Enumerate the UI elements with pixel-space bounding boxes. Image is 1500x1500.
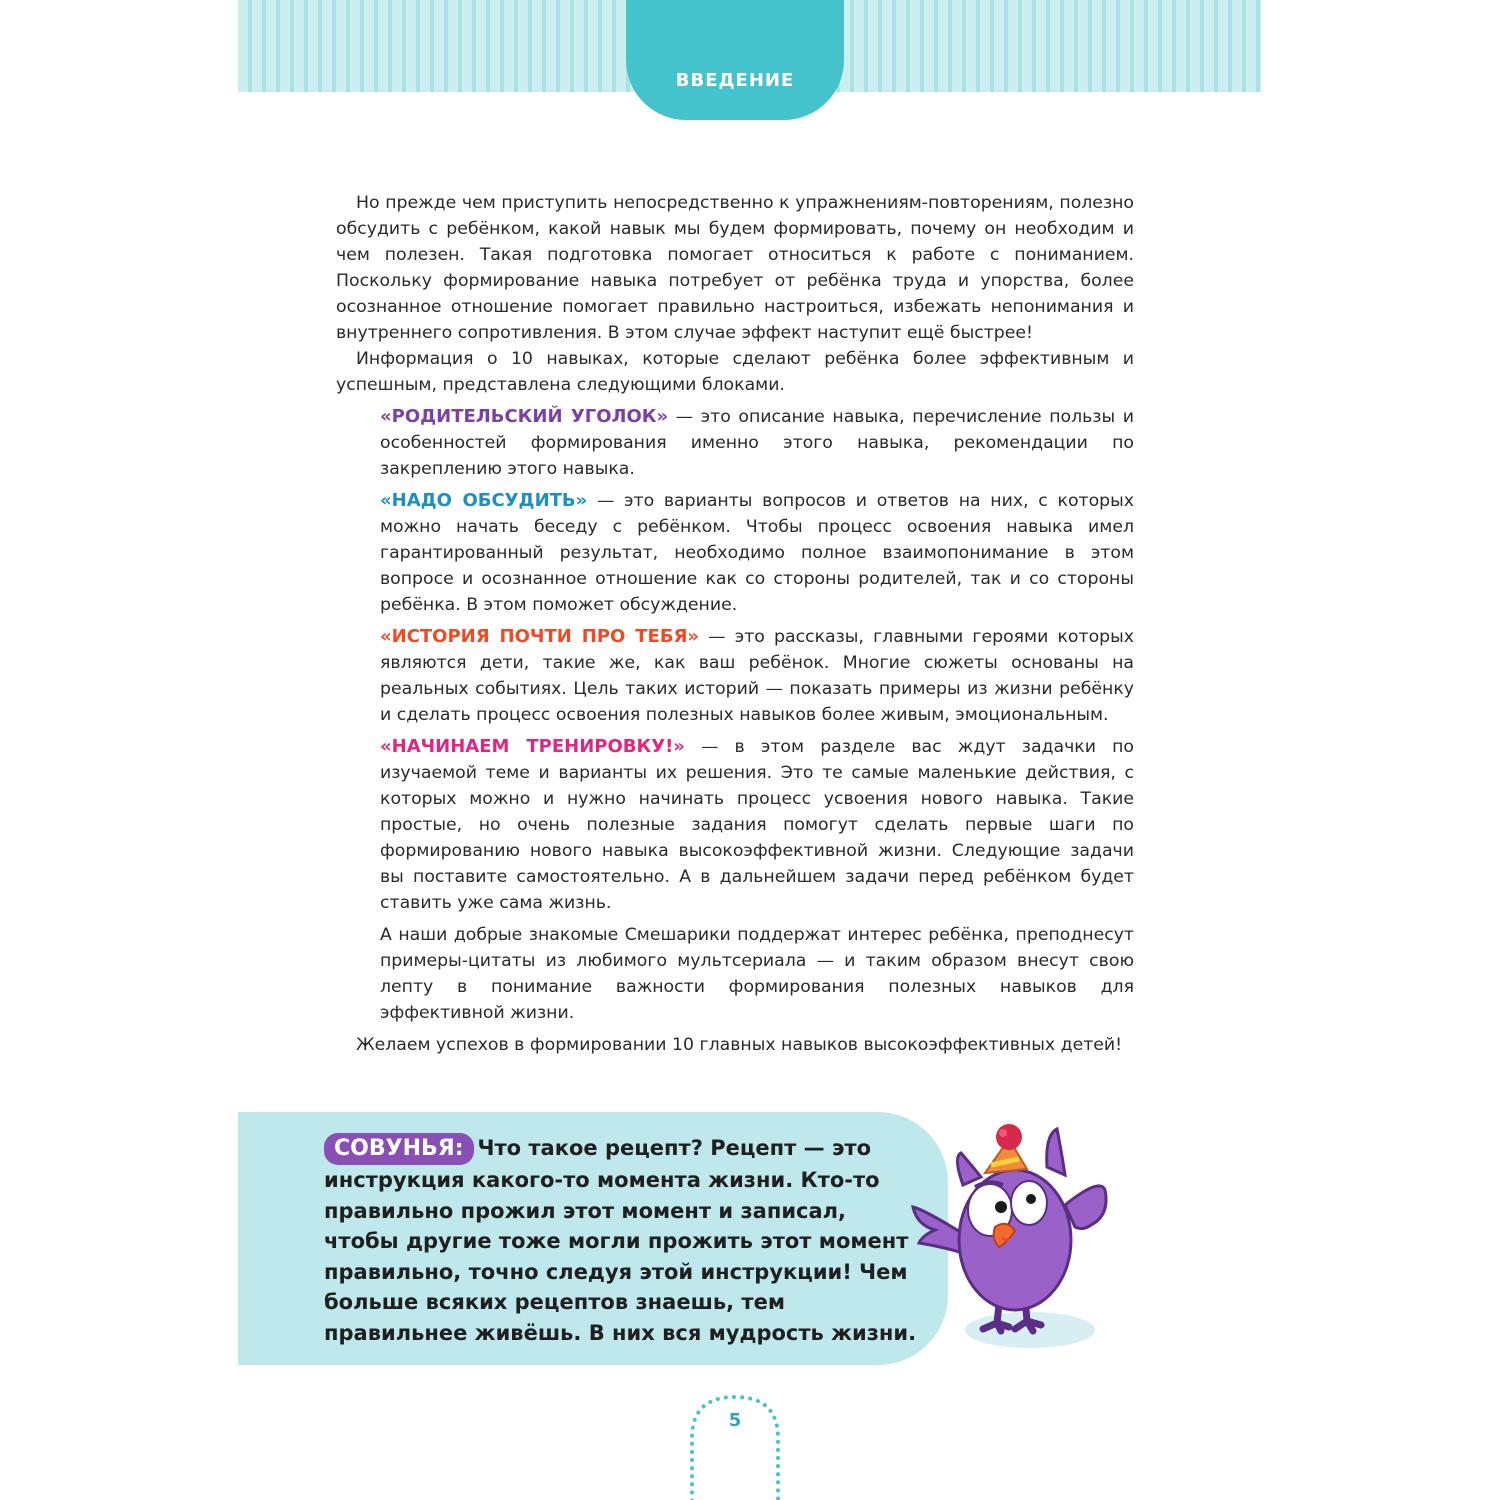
block-description: — в этом разделе вас ждут задачки по изучаемой теме и варианты их решения. Это те самые маленькие действия, с которых можно и нужно начинать процесс усвоения нового навыка. Такие простые, но очень полезные задания помогут сделать первые шаги по формированию нового навыка высокоэффективной жизни. Следующие задачи вы поставите самостоятельно. А в дальнейшем задачи перед ребёнком будет ставить уже сама жизнь. (380, 737, 1135, 913)
closing-paragraph: Желаем успехов в формировании 10 главных навыков высокоэффективных детей! (356, 1035, 1123, 1055)
block-parents-corner (380, 404, 1134, 482)
block-description: — это описание навыка, перечисление пользы и особенностей формирования именно этого навыка, рекомендации по закреплению этого навыка. (380, 407, 1134, 479)
main-text (336, 190, 1134, 1058)
block-term: «НАЧИНАЕМ ТРЕНИРОВКУ!» (380, 736, 685, 757)
block-description: — это рассказы, главными героями которых являются дети, такие же, как ваш ребёнок. Многие сюжеты основаны на реальных событиях. Цель таких историй — показать примеры из жизни ребёнку и сделать процесс освоения полезных навыков более живым, эмоциональным. (380, 627, 1134, 725)
block-term: «НАДО ОБСУДИТЬ» (380, 490, 588, 511)
block-term: «РОДИТЕЛЬСКИЙ УГОЛОК» (380, 406, 669, 427)
block-must-discuss (380, 488, 1134, 618)
quote-body: Что такое рецепт? Рецепт — это инструкция какого-то момента жизни. Кто-то правильно прожил этот момент и записал, чтобы другие тоже могли прожить этот момент правильно, точно следуя этой инструкции! Чем больше всяких рецептов знаешь, тем правильнее живёшь. В них вся мудрость жизни. (324, 1136, 917, 1345)
section-title: ВВЕДЕНИЕ (675, 70, 795, 91)
page-number: 5 (728, 1410, 742, 1431)
block-term: «ИСТОРИЯ ПОЧТИ ПРО ТЕБЯ» (380, 626, 700, 647)
quote-text (324, 1133, 924, 1348)
smeshariki-paragraph: А наши добрые знакомые Смешарики поддержат интерес ребёнка, преподнесут примеры-цитаты из любимого мультсериала — и таким образом внесут свою лепту в понимание важности формирования полезных навыков для эффективной жизни. (380, 925, 1134, 1023)
speaker-badge: СОВУНЬЯ: (324, 1133, 474, 1165)
section-tab (626, 0, 844, 120)
block-training (380, 734, 1134, 916)
owl-character-illustration (905, 1115, 1115, 1355)
block-story (380, 624, 1134, 728)
intro-paragraph: Но прежде чем приступить непосредственно к упражнениям-повторениям, полезно обсудить с ребёнком, какой навык мы будем формировать, почему он необходим и чем полезен. Такая подготовка помогает относиться к работе с пониманием. Поскольку формирование навыка потребует от ребёнка труда и упорства, более осознанное отношение помогает правильно настроиться, избежать непонимания и внутреннего сопротивления. В этом случае эффект наступит ещё быстрее! (336, 193, 1134, 343)
block-description: — это варианты вопросов и ответов на них, с которых можно начать беседу с ребёнком. Чтобы процесс освоения навыка имел гарантированный результат, необходимо полное взаимопонимание в этом вопросе и осознанное отношение как со стороны родителей, так и со стороны ребёнка. В этом поможет обсуждение. (380, 491, 1134, 615)
blocks-intro-paragraph: Информация о 10 навыках, которые сделают ребёнка более эффективным и успешным, представлена следующими блоками. (336, 349, 1134, 395)
